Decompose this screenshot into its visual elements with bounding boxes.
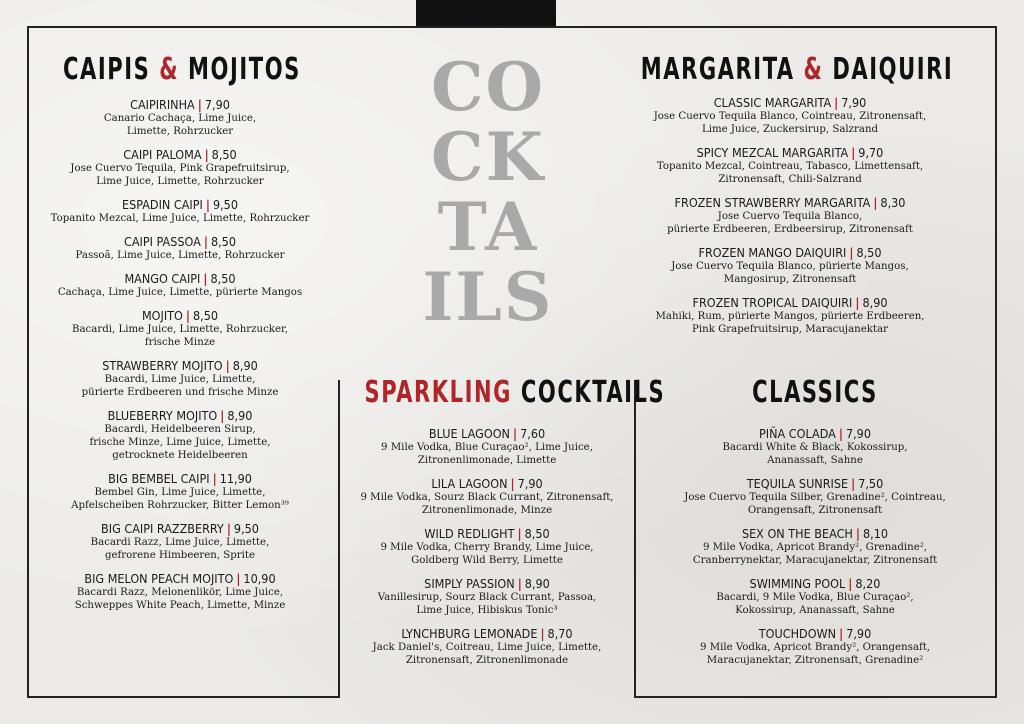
menu-item-header [640,576,990,591]
title-margarita-a: MARGARITA [640,52,795,87]
menu-item-price: 8,50 [211,147,237,162]
menu-item-description: Bacardi, Heidelbeeren Sirup, [104,424,256,435]
price-separator: | [851,476,856,491]
menu-item-description: Zitronenlimonade, Minze [421,505,553,516]
menu-item-header [30,571,330,586]
menu-item-price: 7,90 [517,476,543,491]
menu-item-header [345,576,629,591]
menu-item [345,426,629,467]
frame-line-right [995,26,997,698]
title-caipis-b: MOJITOS [188,52,301,87]
menu-item-name: BIG BEMBEL CAIPI [108,471,210,486]
menu-item [345,626,629,667]
price-separator: | [197,97,202,112]
menu-item-description: 9 Mile Vodka, Cherry Brandy, Lime Juice, [380,542,594,553]
price-separator: | [855,295,860,310]
menu-item-name: SEX ON THE BEACH [741,526,853,541]
caipis-mojitos-list [30,97,330,621]
price-separator: | [849,245,854,260]
price-separator: | [185,308,190,323]
menu-item-name: BIG CAIPI RAZZBERRY [101,521,224,536]
menu-item-description: Jack Daniel's, Coitreau, Lime Juice, Limette, [372,642,602,653]
menu-item-price: 7,50 [858,476,884,491]
menu-item-price: 8,20 [855,576,881,591]
sparkling-cocktails-list [345,426,629,676]
menu-item-description: Jose Cuervo Tequila Silber, Grenadine², Cointreau, [684,492,946,503]
menu-item-description: pürierte Erdbeeren, Erdbeersirup, Zitronensaft [667,224,913,235]
section-title-margarita [640,52,954,87]
menu-item-description: Pink Grapefruitsirup, Maracujanektar [692,324,888,335]
price-separator: | [517,526,522,541]
menu-item-name: CAIPIRINHA [130,97,195,112]
price-separator: | [225,358,230,373]
title-sparkling-b: COCKTAILS [520,375,666,410]
header-line-1: CO [430,48,546,126]
price-separator: | [540,626,545,641]
menu-item-description: Cranberrynektar, Maracujanektar, Zitronensaft [692,555,938,566]
section-title-caipis [63,52,301,87]
menu-item-description: Jose Cuervo Tequila Blanco, Cointreau, Zitronensaft, [653,111,927,122]
price-separator: | [236,571,241,586]
menu-item-price: 8,50 [210,234,236,249]
menu-item-price: 11,90 [219,471,252,486]
menu-item-name: LILA LAGOON [431,476,508,491]
menu-item-price: 8,90 [524,576,550,591]
frame-line-bottom-left [27,696,339,698]
menu-item-name: SPICY MEZCAL MARGARITA [696,145,849,160]
menu-item-header [640,626,990,641]
price-separator: | [204,147,209,162]
menu-item-header [620,195,960,210]
menu-item-price: 9,70 [858,145,884,160]
menu-item-description: Mahiki, Rum, pürierte Mangos, pürierte Erdbeeren, [655,311,925,322]
frame-line-bottom-right [635,696,997,698]
menu-item-description: Bacardi Razz, Lime Juice, Limette, [90,537,270,548]
menu-item-price: 8,50 [210,271,236,286]
menu-item-price: 8,90 [862,295,888,310]
menu-item-description: Cachaça, Lime Juice, Limette, pürierte Mangos [57,287,303,298]
menu-item-header [30,358,330,373]
menu-item-description: Bacardi, Lime Juice, Limette, Rohrzucker, [72,324,288,335]
header-line-4: ILS [422,258,554,336]
menu-item [30,197,330,225]
menu-item-name: CAIPI PASSOA [124,234,201,249]
menu-item [620,195,960,236]
menu-item-header [30,147,330,162]
menu-item-header [640,426,990,441]
menu-item-price: 8,70 [547,626,573,641]
menu-item-description: Lime Juice, Zuckersirup, Salzrand [701,124,879,135]
menu-item-name: ESPADIN CAIPI [122,197,203,212]
menu-item-description: Lime Juice, Limette, Rohrzucker [96,176,264,187]
menu-item-description: Ananassaft, Sahne [767,455,863,466]
header-line-3: TA [437,188,539,266]
menu-item [30,308,330,349]
menu-item-name: BLUEBERRY MOJITO [107,408,218,423]
menu-item-description: Zitronensaft, Chili-Salzrand [718,174,862,185]
menu-item-description: Zitronenlimonade, Limette [417,455,557,466]
title-classics-a: CLASSICS [752,375,878,410]
menu-item-description: Bacardi, Lime Juice, Limette, [104,374,256,385]
menu-item-price: 8,90 [227,408,253,423]
menu-item-description: Topanito Mezcal, Lime Juice, Limette, Rohrzucker [50,213,310,224]
title-caipis-a: CAIPIS [63,52,151,87]
menu-item-description: Orangensaft, Zitronensaft [747,505,883,516]
title-margarita-amp: & [803,52,824,87]
menu-item-description: Schweppes White Peach, Limette, Minze [74,600,286,611]
menu-item-name: FROZEN STRAWBERRY MARGARITA [674,195,871,210]
menu-item-description: Goldberg Wild Berry, Limette [411,555,563,566]
menu-item-price: 8,50 [192,308,219,323]
menu-item-price: 9,50 [233,521,259,536]
menu-item-header [620,95,960,110]
menu-item-description: Passoã, Lime Juice, Limette, Rohrzucker [75,250,285,261]
menu-item-description: frische Minze, Lime Juice, Limette, [89,437,271,448]
menu-item-header [30,521,330,536]
menu-item-name: TEQUILA SUNRISE [746,476,849,491]
menu-item [30,408,330,462]
price-separator: | [205,197,210,212]
menu-item-header [640,476,990,491]
menu-item-description: gefrorene Himbeeren, Sprite [104,550,256,561]
menu-item-description: Apfelscheiben Rohrzucker, Bitter Lemon³⁹ [71,500,289,511]
menu-item-name: BLUE LAGOON [428,426,510,441]
menu-item [30,521,330,562]
menu-item-description: Jose Cuervo Tequila Blanco, pürierte Mangos, [671,261,909,272]
price-separator: | [512,426,518,441]
menu-item-price: 9,50 [212,197,238,212]
menu-item-description: 9 Mile Vodka, Apricot Brandy², Grenadine², [702,542,928,553]
menu-item-header [345,526,629,541]
price-separator: | [517,576,522,591]
menu-item-name: PIÑA COLADA [759,426,836,441]
menu-item-header [345,476,629,491]
frame-line-top [27,26,997,28]
menu-item-name: TOUCHDOWN [758,626,837,641]
menu-item-description: Bacardi Razz, Melonenlikör, Lime Juice, [76,587,284,598]
menu-item-name: STRAWBERRY MOJITO [102,358,223,373]
price-separator: | [848,576,853,591]
menu-item-name: SIMPLY PASSION [424,576,515,591]
menu-item-header [345,426,629,441]
header-line-2: CK [431,118,545,196]
menu-item-description: Kokossirup, Ananassaft, Sahne [735,605,895,616]
menu-item-description: pürierte Erdbeeren und frische Minze [81,387,279,398]
menu-item-header [620,145,960,160]
menu-item [30,571,330,612]
section-title-sparkling [364,375,666,410]
menu-item-name: FROZEN MANGO DAIQUIRI [698,245,847,260]
menu-item [640,476,990,517]
menu-item [30,97,330,138]
menu-item-description: Limette, Rohrzucker [126,126,234,137]
menu-item [345,576,629,617]
menu-item-price: 8,30 [880,195,906,210]
price-separator: | [226,521,231,536]
menu-item-description: 9 Mile Vodka, Blue Curaçao², Lime Juice, [381,442,593,453]
price-separator: | [220,408,225,423]
menu-item-name: WILD REDLIGHT [424,526,515,541]
frame-line-divider-2 [634,380,636,698]
menu-item-price: 7,90 [204,97,230,112]
menu-item-price: 10,90 [243,571,276,586]
title-margarita-b: DAIQUIRI [832,52,954,87]
menu-item-price: 7,90 [845,426,871,441]
menu-item-name: FROZEN TROPICAL DAIQUIRI [692,295,853,310]
price-separator: | [873,195,878,210]
price-separator: | [838,426,843,441]
menu-item-header [620,245,960,260]
menu-item-price: 8,50 [524,526,550,541]
menu-item-header [620,295,960,310]
menu-item-name: CLASSIC MARGARITA [713,95,832,110]
price-separator: | [839,626,844,641]
menu-item [620,295,960,336]
price-separator: | [203,234,208,249]
menu-item [620,95,960,136]
price-separator: | [834,95,839,110]
frame-line-left [27,26,29,698]
menu-item-header [30,471,330,486]
cocktails-vertical-header [418,48,558,336]
menu-item-name: LYNCHBURG LEMONADE [401,626,538,641]
menu-item-description: Vanillesirup, Sourz Black Currant, Passoa, [377,592,597,603]
menu-item-description: 9 Mile Vodka, Apricot Brandy², Orangensaft, [699,642,931,653]
menu-item-description: Jose Cuervo Tequila Blanco, [717,211,863,222]
price-separator: | [203,271,208,286]
menu-item-description: frische Minze [144,337,216,348]
section-title-classics [679,375,952,410]
menu-item-header [345,626,629,641]
menu-item [640,626,990,667]
menu-item-price: 8,50 [856,245,882,260]
menu-item-description: Zitronensaft, Zitronenlimonade [405,655,569,666]
menu-item-description: Mangosirup, Zitronensaft [723,274,857,285]
menu-item [30,234,330,262]
menu-item-header [30,308,330,323]
menu-item-description: 9 Mile Vodka, Sourz Black Currant, Zitronensaft, [360,492,614,503]
menu-item [30,271,330,299]
price-separator: | [510,476,515,491]
title-sparkling-a: SPARKLING [364,375,512,410]
menu-item-header [30,271,330,286]
menu-item [30,471,330,512]
menu-item [30,358,330,399]
menu-item-description: Bacardi, 9 Mile Vodka, Blue Curaçao², [716,592,914,603]
price-separator: | [212,471,217,486]
menu-item [620,245,960,286]
menu-item-header [30,197,330,212]
title-caipis-amp: & [159,52,180,87]
menu-item-description: Topanito Mezcal, Cointreau, Tabasco, Limettensaft, [656,161,924,172]
menu-item-description: Bacardi White & Black, Kokossirup, [722,442,908,453]
menu-item-name: MOJITO [141,308,183,323]
price-separator: | [855,526,861,541]
menu-item-header [640,526,990,541]
menu-item [30,147,330,188]
menu-item-header [30,234,330,249]
menu-item-description: Maracujanektar, Zitronensaft, Grenadine² [706,655,924,666]
price-separator: | [851,145,856,160]
top-tab-bar [416,0,556,26]
menu-item-name: SWIMMING POOL [749,576,846,591]
menu-item-header [30,408,330,423]
frame-line-divider-1 [338,380,340,698]
menu-item [640,576,990,617]
menu-item [345,476,629,517]
menu-item-header [30,97,330,112]
menu-item-name: MANGO CAIPI [124,271,201,286]
classics-list [640,426,990,676]
menu-item-description: getrocknete Heidelbeeren [112,450,248,461]
menu-item-description: Lime Juice, Hibiskus Tonic³ [416,605,558,616]
menu-item [620,145,960,186]
menu-item [640,526,990,567]
margarita-daiquiri-list [620,95,960,345]
menu-item-name: BIG MELON PEACH MOJITO [84,571,234,586]
menu-item [345,526,629,567]
menu-item-name: CAIPI PALOMA [123,147,202,162]
menu-item-price: 8,90 [232,358,258,373]
menu-item-description: Bembel Gin, Lime Juice, Limette, [94,487,266,498]
menu-item-description: Jose Cuervo Tequila, Pink Grapefruitsirup, [70,163,290,174]
menu-item-price: 8,10 [863,526,889,541]
menu-item-price: 7,90 [846,626,872,641]
menu-item [640,426,990,467]
menu-item-price: 7,90 [841,95,867,110]
menu-item-description: Canario Cachaça, Lime Juice, [103,113,257,124]
menu-item-price: 7,60 [520,426,546,441]
